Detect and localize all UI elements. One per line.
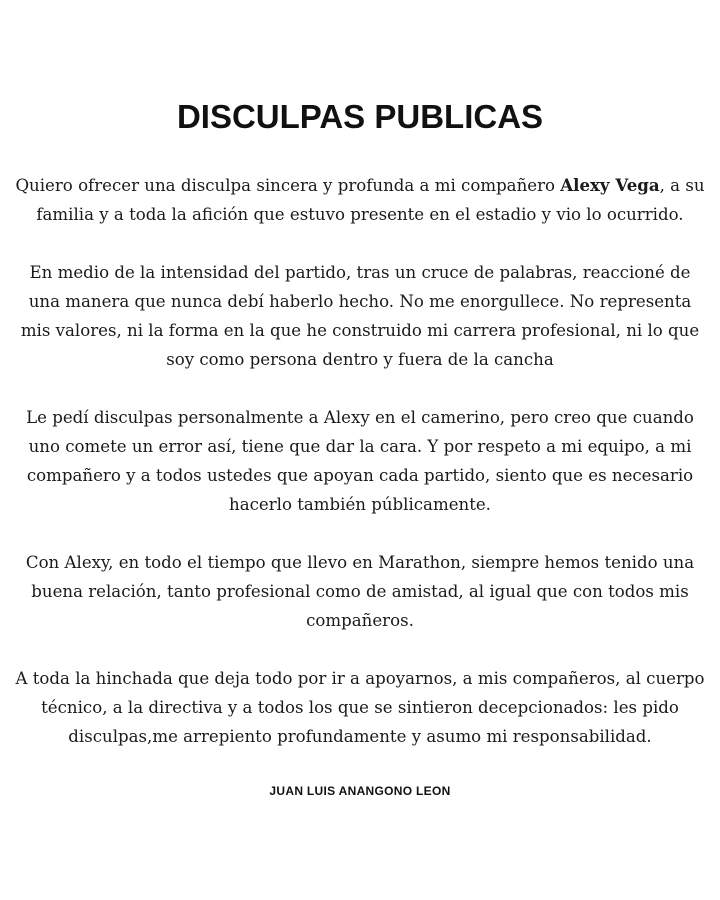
paragraph-1-intro: Quiero ofrecer una disculpa sincera y profunda a mi compañero [15, 176, 561, 195]
paragraph-1-name: Alexy Vega [560, 175, 660, 195]
paragraph-3: Le pedí disculpas personalmente a Alexy en el camerino, pero creo que cuando uno comete un error así, tiene que dar la cara. Y por respeto a mi equipo, a mi compañero y a todos ustedes que apoyan cada partido, siento que es necesario hacerlo también públicamente. [26, 408, 694, 514]
document-body [14, 171, 706, 751]
paragraph-2: En medio de la intensidad del partido, tras un cruce de palabras, reaccioné de una manera que nunca debí haberlo hecho. No me enorgullece. No representa mis valores, ni la forma en la que he construido mi carrera profesional, ni lo que soy como persona dentro y fuera de la cancha [20, 263, 700, 369]
paragraph-4: Con Alexy, en todo el tiempo que llevo en Marathon, siempre hemos tenido una buena relación, tanto profesional como de amistad, al igual que con todos mis compañeros. [25, 553, 695, 630]
paragraph-1-rest: , a su familia y a toda la afición que estuvo presente en el estadio y vio lo ocurrido. [36, 176, 705, 224]
paragraph-1 [14, 171, 706, 229]
paragraph-5: A toda la hinchada que deja todo por ir a apoyarnos, a mis compañeros, al cuerpo técnico, a la directiva y a todos los que se sintieron decepcionados: les pido disculpas,me arrepiento profundamente y asumo mi responsabilidad. [15, 669, 705, 746]
signature: JUAN LUIS ANANGONO LEON [269, 784, 451, 798]
document-title: DISCULPAS PUBLICAS [176, 98, 544, 135]
